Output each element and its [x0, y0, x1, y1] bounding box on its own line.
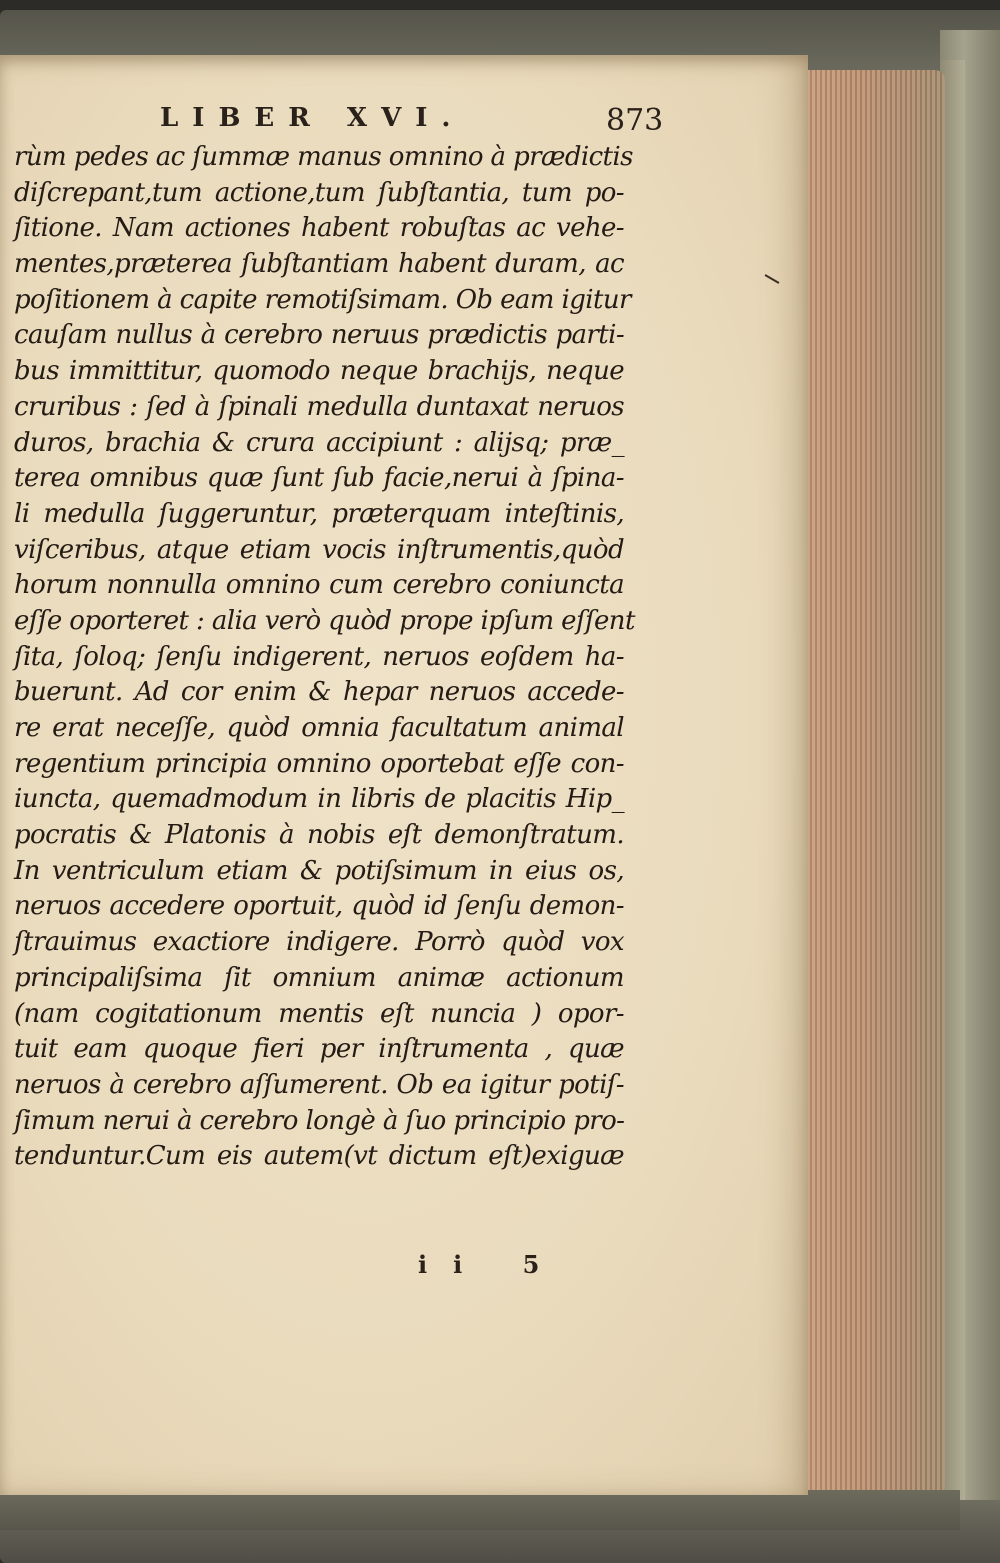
text-line: bus immittitur, quomodo neque brachijs, neque	[14, 356, 624, 387]
text-line: neruos à cerebro aſſumerent. Ob ea igitur potiſ-	[14, 1069, 624, 1100]
text-line: horum nonnulla omnino cum cerebro coniuncta	[14, 570, 624, 601]
text-line: buerunt. Ad cor enim & hepar neruos accede-	[14, 677, 624, 708]
text-line: rùm pedes ac ſummæ manus omnino à prædictis	[14, 142, 633, 172]
text-line: ſimum nerui à cerebro longè à ſuo principio pro-	[14, 1105, 625, 1136]
text-line: li medulla ſuggeruntur, præterquam inteſtinis,	[14, 498, 624, 529]
text-line: neruos accedere oportuit, quòd id ſenſu demon-	[14, 891, 624, 922]
book-fore-edge	[805, 70, 945, 1495]
text-line: regentium principia omnino oportebat eſſe con-	[14, 748, 624, 779]
text-line: tenduntur.Cum eis autem(vt dictum eſt)exiguæ	[14, 1141, 624, 1172]
text-line: tuit eam quoque fieri per inſtrumenta , quæ	[14, 1034, 624, 1065]
text-line: diſcrepant,tum actione,tum ſubſtantia, tum po-	[14, 177, 624, 208]
text-line: poſitionem à capite remotiſsimam. Ob eam igitur	[14, 284, 631, 315]
page-number: 873	[606, 103, 664, 138]
text-line: principaliſsima ſit omnium animæ actionum	[14, 962, 624, 993]
text-line: cauſam nullus à cerebro neruus prædictis parti-	[14, 320, 624, 351]
text-line: viſceribus, atque etiam vocis inſtrumentis,quòd	[14, 534, 624, 565]
text-line: pocratis & Platonis à nobis eſt demonſtratum.	[14, 820, 624, 851]
text-line: ſitione. Nam actiones habent robuſtas ac vehe-	[14, 213, 624, 244]
text-line: terea omnibus quæ ſunt ſub facie,nerui à ſpina-	[14, 463, 624, 494]
text-line: mentes,præterea ſubſtantiam habent duram, ac	[14, 249, 624, 280]
running-head: LIBER XVI.	[160, 103, 465, 133]
text-line: In ventriculum etiam & potiſsimum in eius os,	[14, 855, 624, 886]
text-line: (nam cogitationum mentis eſt nuncia ) opor-	[14, 998, 624, 1029]
signature-mark: ii 5	[418, 1250, 566, 1279]
main-text	[14, 140, 635, 1175]
text-line: iuncta, quemadmodum in libris de placitis Hip_	[14, 784, 624, 815]
text-line: duros, brachia & crura accipiunt : alijsq; præ_	[14, 427, 624, 458]
text-line: cruribus : ſed à ſpinali medulla duntaxat neruos	[14, 391, 624, 422]
text-line: ſita, ſoloq; ſenſu indigerent, neruos eoſdem ha-	[14, 641, 624, 672]
text-line: re erat neceſſe, quòd omnia facultatum animal	[14, 713, 624, 743]
text-line: eſſe oporteret : alia verò quòd prope ipſum eſſent	[14, 605, 635, 636]
text-line: ſtrauimus exactiore indigere. Porrò quòd vox	[14, 927, 624, 958]
bottom-cover-edge	[0, 1490, 960, 1530]
